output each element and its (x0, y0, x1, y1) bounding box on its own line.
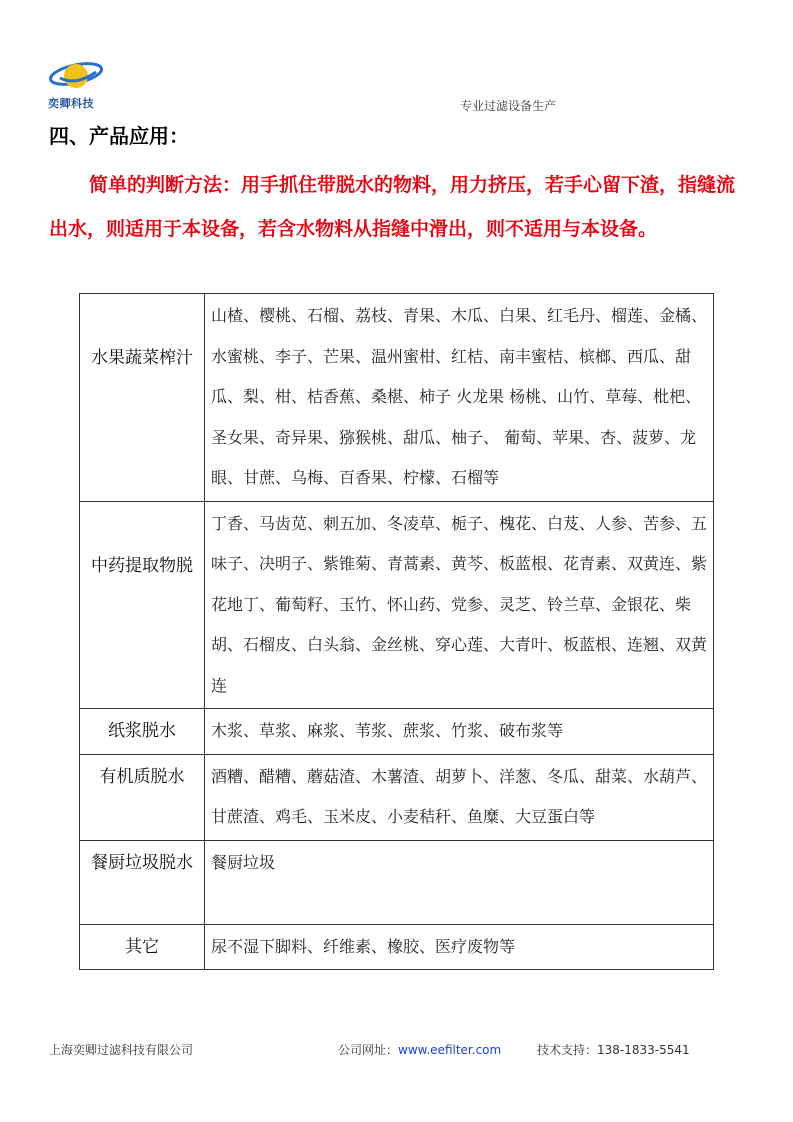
application-table (79, 293, 714, 970)
table-row (80, 501, 714, 709)
category-cell: 中药提取物脱 (80, 501, 205, 709)
logo-text: 奕卿科技 (48, 97, 94, 110)
category-cell: 纸浆脱水 (80, 709, 205, 755)
table-row (80, 294, 714, 502)
items-cell: 餐厨垃圾 (205, 840, 714, 924)
items-cell: 丁香、马齿苋、刺五加、冬凌草、栀子、槐花、白芨、人参、苦参、五味子、决明子、紫锥菊、青蒿素、黄芩、板蓝根、花青素、双黄连、紫花地丁、葡萄籽、玉竹、怀山药、党参、灵芝、铃兰草、金银花、柴胡、石榴皮、白头翁、金丝桃、穿心莲、大青叶、板蓝根、连翘、双黄连 (205, 501, 714, 709)
footer-support (537, 1041, 690, 1058)
items-cell: 木浆、草浆、麻浆、苇浆、蔗浆、竹浆、破布浆等 (205, 709, 714, 755)
items-cell: 尿不湿下脚料、纤维素、橡胶、医疗废物等 (205, 924, 714, 970)
category-cell: 有机质脱水 (80, 754, 205, 840)
intro-paragraph: 简单的判断方法：用手抓住带脱水的物料，用力挤压，若手心留下渣，指缝流出水，则适用于本设备，若含水物料从指缝中滑出，则不适用与本设备。 (49, 174, 736, 240)
footer-company: 上海奕卿过滤科技有限公司 (49, 1043, 194, 1057)
footer-website-label: 公司网址： (338, 1043, 399, 1057)
header-slogan: 专业过滤设备生产 (460, 99, 557, 113)
table-row (80, 924, 714, 970)
footer-support-phone: 138-1833-5541 (597, 1043, 690, 1057)
items-cell: 酒糟、醋糟、蘑菇渣、木薯渣、胡萝卜、洋葱、冬瓜、甜菜、水葫芦、甘蔗渣、鸡毛、玉米皮、小麦秸秆、鱼糜、大豆蛋白等 (205, 754, 714, 840)
footer-support-label: 技术支持： (537, 1043, 598, 1057)
table-row (80, 840, 714, 924)
items-cell: 山楂、樱桃、石榴、荔枝、青果、木瓜、白果、红毛丹、榴莲、金橘、水蜜桃、李子、芒果、温州蜜柑、红桔、南丰蜜桔、槟榔、西瓜、甜瓜、梨、柑、桔香蕉、桑椹、柿子 火龙果 杨桃、山竹、草莓、枇杷、圣女果、奇异果、猕猴桃、甜瓜、柚子、 葡萄、苹果、杏、菠萝、龙眼、甘蔗、乌梅、百香果、柠檬、石榴等 (205, 294, 714, 502)
section-title: 四、产品应用： (49, 124, 189, 148)
table-row (80, 709, 714, 755)
footer-website (338, 1041, 501, 1058)
category-cell: 水果蔬菜榨汁 (80, 294, 205, 502)
table-row (80, 754, 714, 840)
category-cell: 餐厨垃圾脱水 (80, 840, 205, 924)
footer-website-link[interactable]: www.eefilter.com (398, 1043, 502, 1057)
category-cell: 其它 (80, 924, 205, 970)
